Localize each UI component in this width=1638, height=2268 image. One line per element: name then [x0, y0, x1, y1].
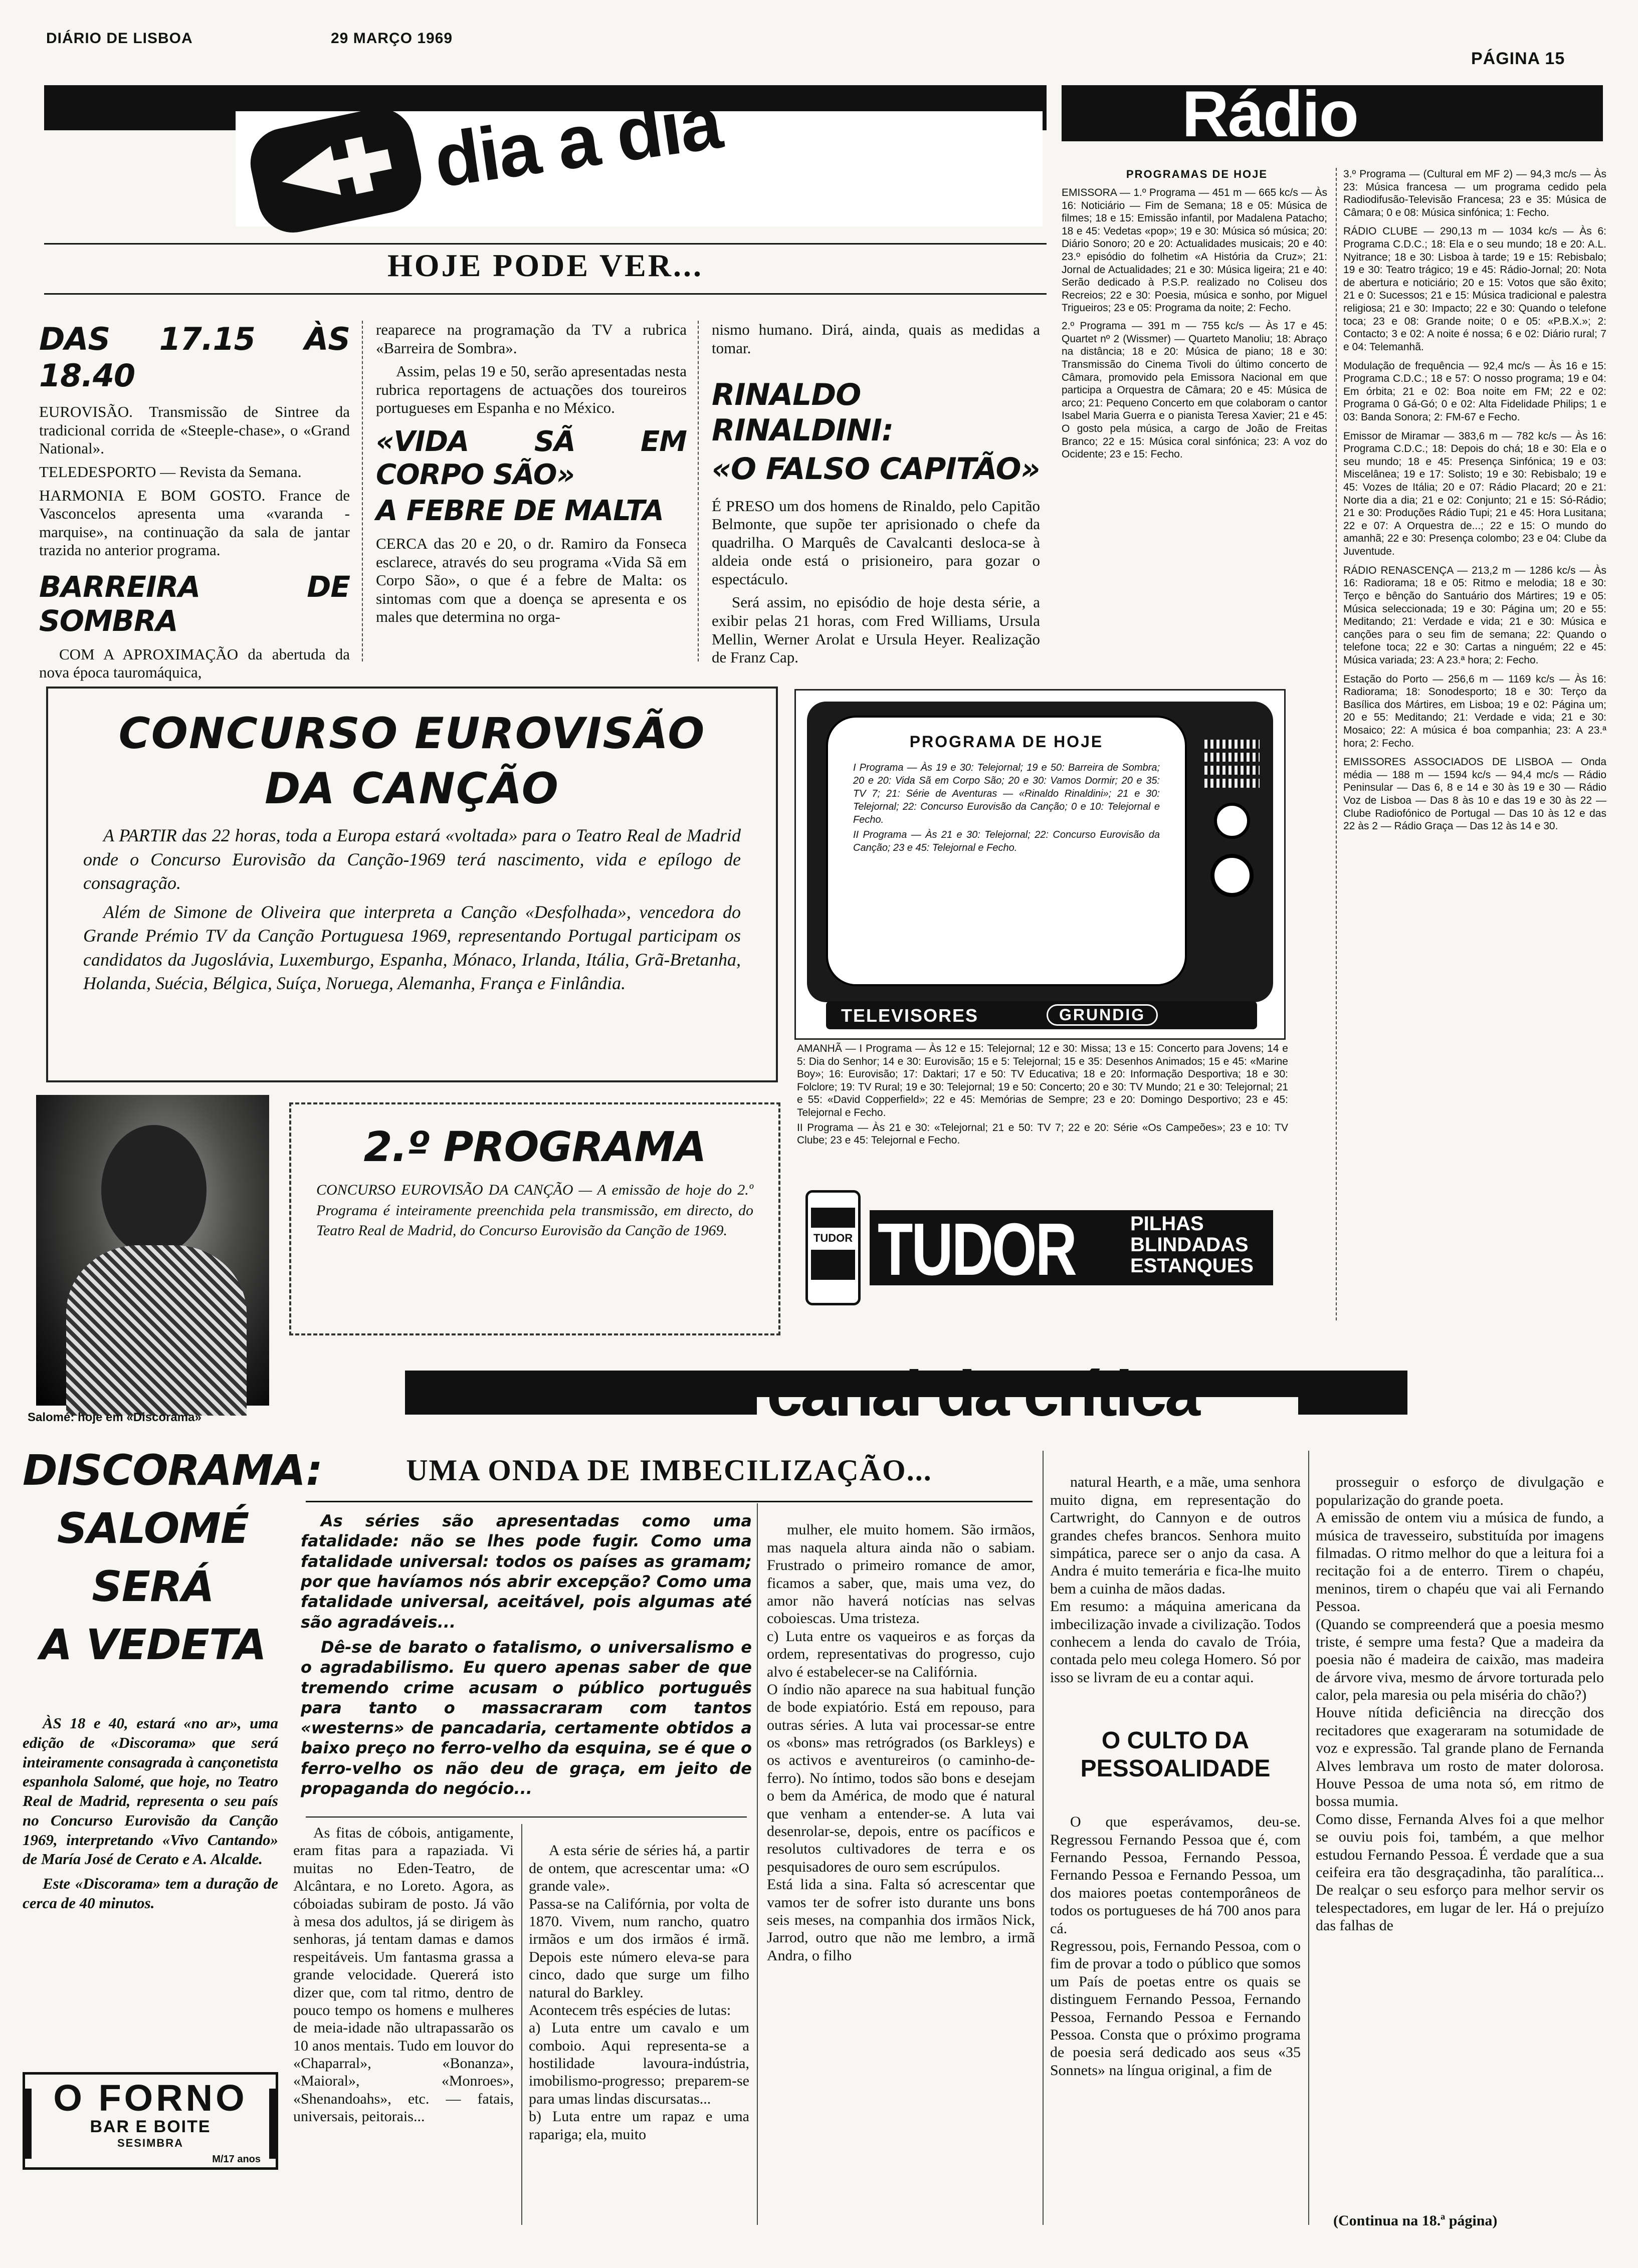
o-forno-ad	[23, 2072, 278, 2170]
critica-headline: UMA ONDA DE IMBECILIZAÇÃO...	[406, 1454, 932, 1487]
radio-terceiro-programa: 3.º Programa — (Cultural em MF 2) — 94,3 mc/s — Às 23: Música francesa — um programa cedido pela Radiodifusão-Televisão Francesa; 23 e 35: Música de Câmara; 0 e 08: Música sinfónica; 1: Fecho.	[1343, 168, 1606, 218]
column-c	[712, 321, 1040, 671]
radio-emissora-1: EMISSORA — 1.º Programa — 451 m — 665 kc/s — Às 16: Noticiário — Fim de Semana; 18 e 05: Música de filmes; 18 e 15: Emissão infantil, por Madalena Patacho; 18 e 45: Vedetas «pop»; 19 e 30: Música só música; 20: Diário Sonoro; 20 e 20: Actualidades musicais; 20 e 40: 23.º episódio do folhetim «A História da Cruz»; 21: Jornal de Actualidades; 21 e 30: Música ligeira; 21 e 40: Serão dedicado à P.S.P. realizado no Coliseu dos Recreios; 22 e 30: Poesia, música e sonho, por Miguel Trigueiros; 23 e 05: Programa da noite; 2: Fecho.	[1062, 187, 1327, 314]
eurovisao-p1: A PARTIR das 22 horas, toda a Europa estará «voltada» para o Teatro Real de Madrid onde o Concurso Eurovisão da Canção-1969 terá nascimento, vida e epílogo de consagração.	[83, 825, 741, 893]
tv-brand-strip	[826, 1001, 1257, 1029]
tv-programa-body	[828, 751, 1185, 854]
discorama-text: ÀS 18 e 40, estará «no ar», uma edição de «Discorama» que será inteiramente consagrada à cançonetista espanhola Salomé, que hoje, no Teatro Real de Madrid, representa o seu país no Concurso Eurovisão da Canção 1969, interpretando «Vivo Cantando» de María José de Cerato e A. Alcalde.	[23, 1714, 278, 1868]
critica-c4b: O que esperávamos, deu-se. Regressou Fernando Pessoa que é, com Fernando Pessoa, Fernando Pessoa, Fernando Pessoa e Fernando Pessoa, um dos maiores poetas contemporâneos de todos os portugueses de há 700 anos para cá. Regressou, pois, Fernando Pessoa, com o fim de provar a todo o público que somos um País de poetas entre os quais se distinguem Fernando Pessoa, Fernando Pessoa, Fernando Pessoa e Fernando Pessoa. Consta que o próximo programa de poesia será dedicado aos seus «35 Sonnets» na língua original, a fim de	[1050, 1813, 1301, 2079]
eurovisao-text: EUROVISÃO. Transmissão de Sintree da tradicional corrida de «Steeple-chase», o «Grand National».	[39, 403, 350, 458]
continua-note: (Continua na 18.ª página)	[1333, 2212, 1498, 2229]
tv-speaker-grille	[1204, 779, 1260, 788]
critica-c3: mulher, ele muito homem. São irmãos, mas naquela altura ainda não o sabiam. Frustrado o primeiro romance de amor, ficamos a saber, que, mais uma vez, do amor não haverá notícias nas selvas coboiescas. Uma tristeza. c) Luta entre os vaqueiros e as forças da ordem, representativas do progresso, cujo alvo é estabelecer-se na Califórnia. O índio não aparece na sua habitual função de bode expiatório. Está em repouso, para outras séries. A luta vai processar-se entre os «bons» mas retrógrados (os Barkleys) e os activos e aventureiros (o caminho-de-ferro). No íntimo, todos são bons e desejam o bem da América, de modo que é natural que venham a entender-se. A luta vai desenrolar-se, depois, entre os pacíficos e resolutos cultivadores de terra e os pesquisadores de ouro sem escrúpulos. Está lida a sina. Falta só acrescentar que vamos ter de sofrer isto durante uns bons seis meses, na companhia dos irmãos Nick, Jarrod, outro que não me lembro, a irmã Andra, o filho	[767, 1521, 1035, 1964]
televisores-label: TELEVISORES	[841, 1005, 979, 1026]
column-a	[39, 321, 350, 682]
harmonia-text: HARMONIA E BOM GOSTO. France de Vasconcelos apresenta uma «varanda - marquise», na continuação da sala de jantar trazida no anterior programa.	[39, 486, 350, 559]
o-forno-title: O FORNO	[53, 2077, 248, 2119]
critica-column-1	[293, 1824, 514, 2230]
tudor-line1: PILHAS	[1130, 1213, 1204, 1235]
discorama-heading-block	[23, 1446, 322, 1669]
tv-speaker-grille	[1204, 753, 1260, 762]
photo-head-silhouette	[101, 1125, 207, 1255]
discorama-head-3: SERÁ	[92, 1562, 214, 1611]
amanha-schedule	[797, 1042, 1288, 1183]
eurovisao-title-1: CONCURSO EUROVISÃO	[118, 709, 706, 759]
newspaper-name: DIÁRIO DE LISBOA	[46, 30, 193, 47]
discorama-body	[23, 1714, 278, 1974]
barreira-text: COM A APROXIMAÇÃO da abertuda da nova época tauromáquica,	[39, 645, 350, 682]
radio-clube: RÁDIO CLUBE — 290,13 m — 1034 kc/s — Às 6: Programa C.D.C.; 18: Ela e o seu mundo; 18 e 20: A.L. Nyitrance; 18 e 30: Lisboa à tarde; 19 e 15: Rebisbalo; 19 e 30: Teatro trágico; 19 e 45: Rádio-Jornal; 20: Nota de abertura e noticiário; 20 e 15: Votos que são êxito; 21 e 0: Sucessos; 21 e 15: Música tradicional e palestra religiosa; 21 e 30: Impacto; 22 e 30: Quando o telefone toca; 23 e 08: Grande noite; 0 e 05: «P.B.X.»; 2: Contacto; 3 e 02: A noite é nossa; 6 e 02: Diário rural; 7 e 04: Telemanhã.	[1343, 225, 1606, 353]
critica-lead	[301, 1511, 752, 1811]
grundig-logo: GRUNDIG	[1047, 1004, 1158, 1026]
febre-malta-text: CERCA das 20 e 20, o dr. Ramiro da Fonseca esclarece, através do seu programa «Vida Sã em Corpo São», o que é a febre de Malta: os sintomas com que a doença se apresenta e os males que determina no orga-	[376, 535, 687, 626]
tv-programa-i: I Programa — Às 19 e 30: Telejornal; 19 e 50: Barreira de Sombra; 20 e 20: Vida Sã em Corpo São; 20 e 30: Vamos Dormir; 20 e 35: TV 7; 21: Série de Aventuras — «Rinaldo Rinaldini»; 21 e 30: Telejornal; 22: Concurso Eurovisão da Canção; 0 e 10: Telejornal e Fecho.	[853, 762, 1160, 825]
amanha-ii-programa: II Programa — Às 21 e 30: «Telejornal; 21 e 50: TV 7; 22 e 20: Série «Os Campeões»; 23 e 10: TV Clube; 23 e 45: Telejornal e Fecho.	[797, 1121, 1288, 1147]
radio-miramar: Emissor de Miramar — 383,6 m — 782 kc/s — Às 16: Programa C.D.C.; 18: Depois do chá; 18 e 30: Ela e o seu mundo; 18 e 45: Presença Sinfónica; 19 e 03: Miscelânea; 19 e 17: Solisto; 19 e 30: Rebisbalo; 19 e 45: Vozes de Itália; 20 e 07: Rádio Placard; 20 e 21: Norte dia a dia; 21 e 02: Conjunto; 21 e 15: Só-Rádio; 21 e 30: Produções Rádio Tupi; 21 e 45: Hora Lusitana; 22 e 07: A Orquestra de...; 22 e 15: O mundo do amanhã; 22 e 30: Presença colombo; 23 e 04: Clube da Juventude.	[1343, 430, 1606, 558]
column-b	[376, 321, 687, 661]
eurovisao-box	[46, 687, 778, 1082]
barreira-heading: BARREIRA DE SOMBRA	[39, 569, 350, 638]
radio-porto: Estação do Porto — 256,6 m — 1169 kc/s — Às 16: Radiorama; 18: Sonodesporto; 18 e 30: Terço da Basílica dos Mártires, em Lisboa; 19 e 02: Página um; 20 e 55: Meditando; 21: Verdade e vida; 21 e 30: Mosaico; 22: A música é boa companhia; 23: A 23.ª hora; 2: Fecho.	[1343, 673, 1606, 749]
critica-lead-1: As séries são apresentadas como uma fatalidade: não se lhes pode fugir. Como uma fatalidade universal: todos os países as gramam; por que havíamos nós abrir excepção? Como uma fatalidade universal, aceitável, pois algumas até são agradáveis...	[301, 1511, 752, 1632]
tudor-line2: BLINDADAS	[1130, 1234, 1249, 1256]
tv-knob	[1214, 803, 1250, 839]
battery-image	[805, 1190, 861, 1305]
critica-column-3	[767, 1503, 1035, 2225]
time-heading: DAS 17.15 ÀS 18.40	[39, 321, 350, 394]
radio-modulacao: Modulação de frequência — 92,4 mc/s — Às 16 e 15: Programa C.D.C.; 18 e 57: O nosso programa; 19 e 04: Em órbita; 21 e 02: Boa noite em FM; 22 e 02: Programa 0 Gá-Gó; 0 e 02: Alta Fidelidade Philips; 1 e 03: Banda Sonora; 2: FM-67 e Fecho.	[1343, 360, 1606, 423]
tv-controls	[1204, 736, 1260, 956]
amanha-i-programa: AMANHÃ — I Programa — Às 12 e 15: Telejornal; 12 e 30: Missa; 13 e 15: Concerto para Jovens; 14 e 5: Dia do Senhor; 14 e 30: Eurovisão; 15 e 5: Telejornal; 15 e 35: Desenhos Animados; 15 e 45: «Marine Boy»; 16: Eurovisão; 17: Daktari; 17 e 50: TV Educativa; 18 e 20: Informação Desportiva; 18 e 30: Folclore; 19: TV Rural; 19 e 30: Telejornal; 19 e 50: Concerto; 20 e 30: TV Mundo; 21 e 30: Telejornal; 21 e 55: «David Copperfield»; 22 e 45: Memórias de Sempre; 23 e 20: Domingo Desportivo; 23 e 45: Telejornal e Fecho.	[797, 1043, 1288, 1119]
discorama-head-1: DISCORAMA:	[23, 1446, 322, 1495]
culto-heading: O CULTO DA PESSOALIDADE	[1080, 1727, 1271, 1782]
tv-programa-ii: II Programa — Às 21 e 30: Telejornal; 22: Concurso Eurovisão da Canção; 23 e 45: Telejornal e Fecho.	[853, 829, 1160, 853]
critica-column-5	[1316, 1456, 1604, 2202]
critica-c4: natural Hearth, e a mãe, uma senhora muito digna, em representação do Cartwright, do Cannyon e de outros grandes chefes brancos. Senhora muito simpática, parece ser o anjo da casa. A Andra é muito temerária e fica-lhe muito bem a cuinha de mãos dadas. Em resumo: a máquina americana da imbecilização invade a civilização. Todos conhecem a lenda do cavalo de Tróia, contada pelo meu colega Homero. Só por isso se livram de eu a contar aqui.	[1050, 1474, 1301, 1686]
critica-c2: A esta série de séries há, a partir de ontem, que acrescentar uma: «O grande vale». Passa-se na Califórnia, por volta de 1870. Vivem, num rancho, quatro irmãos e um dos irmãos é irmã. Depois este número eleva-se para cinco, dado que surge um filho natural do Barkley. Acontecem três espécies de lutas: a) Luta entre um cavalo e um comboio. Aqui representa-se a hostilidade lavoura-indústria, imobilismo-progresso; preparem-se para umas lindas discursatas... b) Luta entre um rapaz e uma rapariga; ela, muito	[529, 1842, 749, 2143]
vida-sa-heading: «VIDA SÃ EM CORPO SÃO»	[376, 425, 687, 491]
canal-critica-title: canal da crítica	[767, 1358, 1198, 1430]
barreira-times-text: Assim, pelas 19 e 50, serão apresentadas nesta rubrica reportagens de actuações dos toureiros portugueses em Espanha e no México.	[376, 362, 687, 417]
salome-photo	[36, 1095, 269, 1406]
critica-column-4	[1050, 1456, 1301, 2227]
eurovisao-body	[48, 814, 776, 996]
discorama-head-2: SALOMÉ	[57, 1504, 249, 1553]
barreira-cont-text: reaparece na programação da TV a rubrica «Barreira de Sombra».	[376, 321, 687, 357]
battery-label: TUDOR	[813, 1232, 853, 1244]
radio-title: Rádio	[1182, 77, 1358, 150]
radio-renascenca: RÁDIO RENASCENÇA — 213,2 m — 1286 kc/s — Às 16: Radiorama; 18 e 05: Ritmo e melodia; 18 e 30: Terço e bênção do Santuário dos Mártires; 19 e 05: Música seleccionada; 19 e 30: Página um; 20 e 55: Meditando; 21: Verdade e vida; 21 e 30: Música e canções para o seu fim de semana; 22: Quando o telefone toca; 22 e 30: Cartas a ninguém; 22 e 45: Música variada; 23: A 23.ª hora; 2: Fecho.	[1343, 564, 1606, 666]
page-number: PÁGINA 15	[1471, 49, 1565, 68]
tudor-brand: TUDOR	[878, 1208, 1076, 1291]
hoje-pode-ver-heading: HOJE PODE VER...	[387, 248, 703, 283]
tv-screen	[826, 716, 1187, 986]
o-forno-age: M/17 anos	[212, 2154, 261, 2165]
febre-cont-text: nismo humano. Dirá, ainda, quais as medidas a tomar.	[712, 321, 1040, 357]
eurovisao-p2: Além de Simone de Oliveira que interpreta a Canção «Desfolhada», vencedora do Grande Prémio TV da Canção Portuguesa 1969, representando Portugal participam os candidatos da Jugoslávia, Luxemburgo, Espanha, Mónaco, Irlanda, Itália, Grã-Bretanha, Holanda, Suécia, Bélgica, Suíça, Noruega, Alemanha, França e Finlândia.	[83, 901, 741, 994]
tv-set-ad	[794, 689, 1286, 1040]
o-forno-location: SESIMBRA	[117, 2137, 184, 2149]
photo-dress-pattern	[66, 1245, 247, 1416]
radio-emissores-associados: EMISSORES ASSOCIADOS DE LISBOA — Onda média — 188 m — 1594 kc/s — 94,4 mc/s — Rádio Peninsular — Das 6, 8 e 14 e 30 às 19 e 30 — Rádio Voz de Lisboa — Das 8 às 10 e das 19 e 30 às 22 — Clube Radiofónico de Portugal — Das 10 às 12 e das 22 às 2 — Rádio Graça — Das 12 às 14 e 30.	[1343, 756, 1606, 832]
radio-programas-heading: PROGRAMAS DE HOJE	[1126, 168, 1268, 180]
tv-programa-title: PROGRAMA DE HOJE	[909, 733, 1104, 751]
discorama-head-4: A VEDETA	[40, 1620, 266, 1669]
radio-emissora-2: 2.º Programa — 391 m — 755 kc/s — Às 17 e 45: Quartet nº 2 (Wissmer) — Quarteto Manoliu; 18: Abraço na distância; 18 e 20: Música de piano; 18 e 30: Transmissão do Cinema Tivoli do último concerto de Câmara, promovido pela Emissora Nacional em que participa a Orquestra de Câmara; 20 e 45: Música de arco; 21: Pequeno Concerto em que colaboram o cantor Isabel Maria Guerra e o pianista Teresa Xavier; 21 e 45: O gosto pela música, a cargo de João de Freitas Branco; 22 e 15: Música coral sinfónica; 23: A voz do Ocidente; 23 e 15: Fecho.	[1062, 320, 1327, 461]
tudor-band	[870, 1208, 1273, 1291]
rinaldo-cast-text: Será assim, no episódio de hoje desta série, a exibir pelas 21 horas, com Fred Williams, Ursula Mellin, Werner Arolat e Ursula Heyer. Realização de Franz Cap.	[712, 593, 1040, 666]
tv-logo	[241, 108, 431, 236]
discorama-duration: Este «Discorama» tem a duração de cerca de 40 minutos.	[23, 1875, 278, 1912]
critica-column-2	[529, 1824, 749, 2230]
radio-left-column	[1062, 186, 1327, 698]
rinaldo-text: É PRESO um dos homens de Rinaldo, pelo Capitão Belmonte, que supõe ter aprisionado o chefe da quadrilha. O Marquês de Cavalcanti desloca-se à aldeia onde está o prisioneiro, para gozar o espectáculo.	[712, 497, 1040, 588]
tudor-ad	[794, 1185, 1288, 1335]
dia-a-dia-title: dia a dia	[429, 79, 726, 203]
falso-capitao-heading: «O FALSO CAPITÃO»	[712, 451, 1040, 487]
tv-speaker-grille	[1204, 766, 1260, 775]
segundo-programa-title: 2.º PROGRAMA	[363, 1123, 706, 1171]
tv-knob	[1210, 854, 1254, 897]
tudor-line3: ESTANQUES	[1130, 1255, 1254, 1277]
febre-malta-heading: A FEBRE DE MALTA	[376, 495, 664, 528]
critica-c5: prosseguir o esforço de divulgação e popularização do grande poeta. A emissão de ontem viu a música de fundo, a música de travesseiro, substituída por imagens filmadas. O ritmo melhor do que a leitura foi a recitação foi a de enterro. Tirem o chapéu, meninos, tirem o chapéu que vai ali Fernando Pessoa. (Quando se compreenderá que a poesia mesmo triste, é sempre uma festa? Que a madeira da poesia não é madeira de caixão, mas madeira de árvore viva, mesmo de árvore torturada pelo calor, pela maresia ou pela miséria do chão?) Houve nítida deficiência na direcção dos recitadores que exageraram na sotumidade de voz e expressão. Tal grande plano de Fernanda Alves lembrava um rosto de mater dolorosa. Houve Pessoa de uma nota só, em ritmo de bossa mumia. Como disse, Fernanda Alves foi a que melhor se ouviu pois foi, também, a que melhor estudou Fernando Pessoa. É verdade que a sua ceifeira era tão desgraçadinha, tão paralítica... De realçar o seu esforço para melhor servir os telespectadores, em lugar de ler. Há o prejuízo das falhas de	[1316, 1474, 1604, 1934]
radio-right-column	[1343, 168, 1606, 1315]
eurovisao-title-2: DA CANÇÃO	[265, 764, 559, 814]
radio-band	[1062, 77, 1603, 150]
o-forno-subtitle: BAR E BOITE	[90, 2117, 211, 2136]
segundo-programa-text: CONCURSO EUROVISÃO DA CANÇÃO — A emissão de hoje do 2.º Programa é inteiramente preenchida pela transmissão, em directo, do Teatro Real de Madrid, do Concurso Eurovisão da Canção de 1969.	[316, 1182, 753, 1239]
issue-date: 29 MARÇO 1969	[331, 30, 453, 47]
segundo-programa-body	[291, 1171, 778, 1241]
photo-caption: Salomé: hoje em «Discorama»	[28, 1411, 201, 1424]
teledesporto-text: TELEDESPORTO — Revista da Semana.	[39, 463, 302, 481]
critica-c1: As fitas de cóbois, antigamente, eram fitas para a rapaziada. Vi muitas no Eden-Teatro, de Alcântara, e no Loreto. Agora, as cóboiadas subiram de posto. Já vão à mesa dos adultos, já se dirigem às senhoras, já tentam damas e damos respeitáveis. Um fantasma grassa a grande velocidade. Quererá isto dizer que, com tal ritmo, dentro de pouco tempo os homens e mulheres de meia-idade não ultrapassarão os 10 anos mentais. Tudo em louvor do «Chaparral», «Bonanza», «Maioral», «Monroes», «Shenandoahs», etc. — fatais, universais, peitorais...	[293, 1825, 514, 2125]
critica-lead-2: Dê-se de barato o fatalismo, o universalismo e o agradabilismo. Eu quero apenas saber de que tremendo crime acusam o público português para tanto o massacraram com tantos «westerns» de pancadaria, certamente obtidos a baixo preço no ferro-velho da esquina, se é que o ferro-velho os não deu de graça, em jeito de propaganda do negócio...	[301, 1637, 752, 1798]
tv-speaker-grille	[1204, 740, 1260, 749]
rinaldo-heading: RINALDO RINALDINI:	[712, 377, 894, 448]
segundo-programa-box	[289, 1102, 780, 1335]
